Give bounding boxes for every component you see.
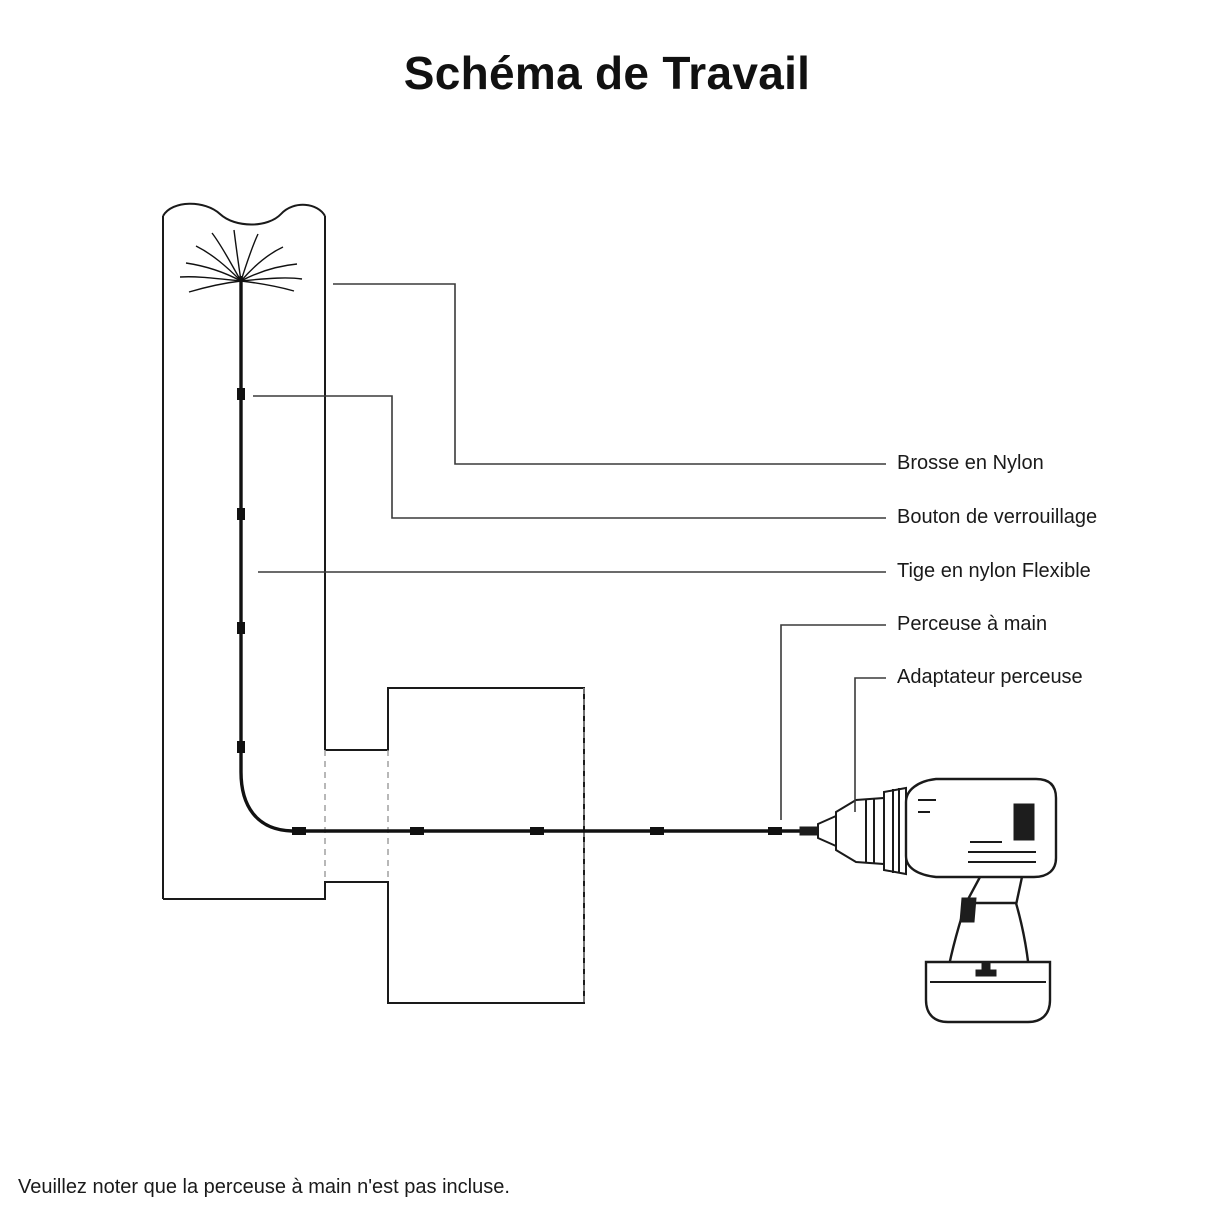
leader-bouton-verrouillage: [253, 396, 886, 518]
callout-leader-lines: [253, 284, 886, 820]
page-title: Schéma de Travail: [403, 47, 811, 99]
callout-label-perceuse-a-main: Perceuse à main: [897, 613, 1048, 635]
horizontal-duct-shape: [163, 688, 584, 1003]
lock-button-markers: [241, 388, 782, 831]
leader-adaptateur-perceuse: [855, 678, 886, 812]
callout-label-brosse-nylon: Brosse en Nylon: [897, 452, 1044, 474]
callout-label-tige-nylon-flexible: Tige en nylon Flexible: [897, 560, 1091, 582]
footnote-text: Veuillez noter que la perceuse à main n'est pas incluse.: [18, 1176, 510, 1198]
drill-adapter-shape: [800, 816, 836, 846]
leader-brosse-nylon: [333, 284, 886, 464]
leader-perceuse-main: [781, 625, 886, 820]
callout-label-adaptateur-perceuse: Adaptateur perceuse: [897, 666, 1083, 688]
callout-label-bouton-verrouillage: Bouton de verrouillage: [897, 506, 1098, 528]
cordless-drill-shape: [836, 779, 1056, 1022]
